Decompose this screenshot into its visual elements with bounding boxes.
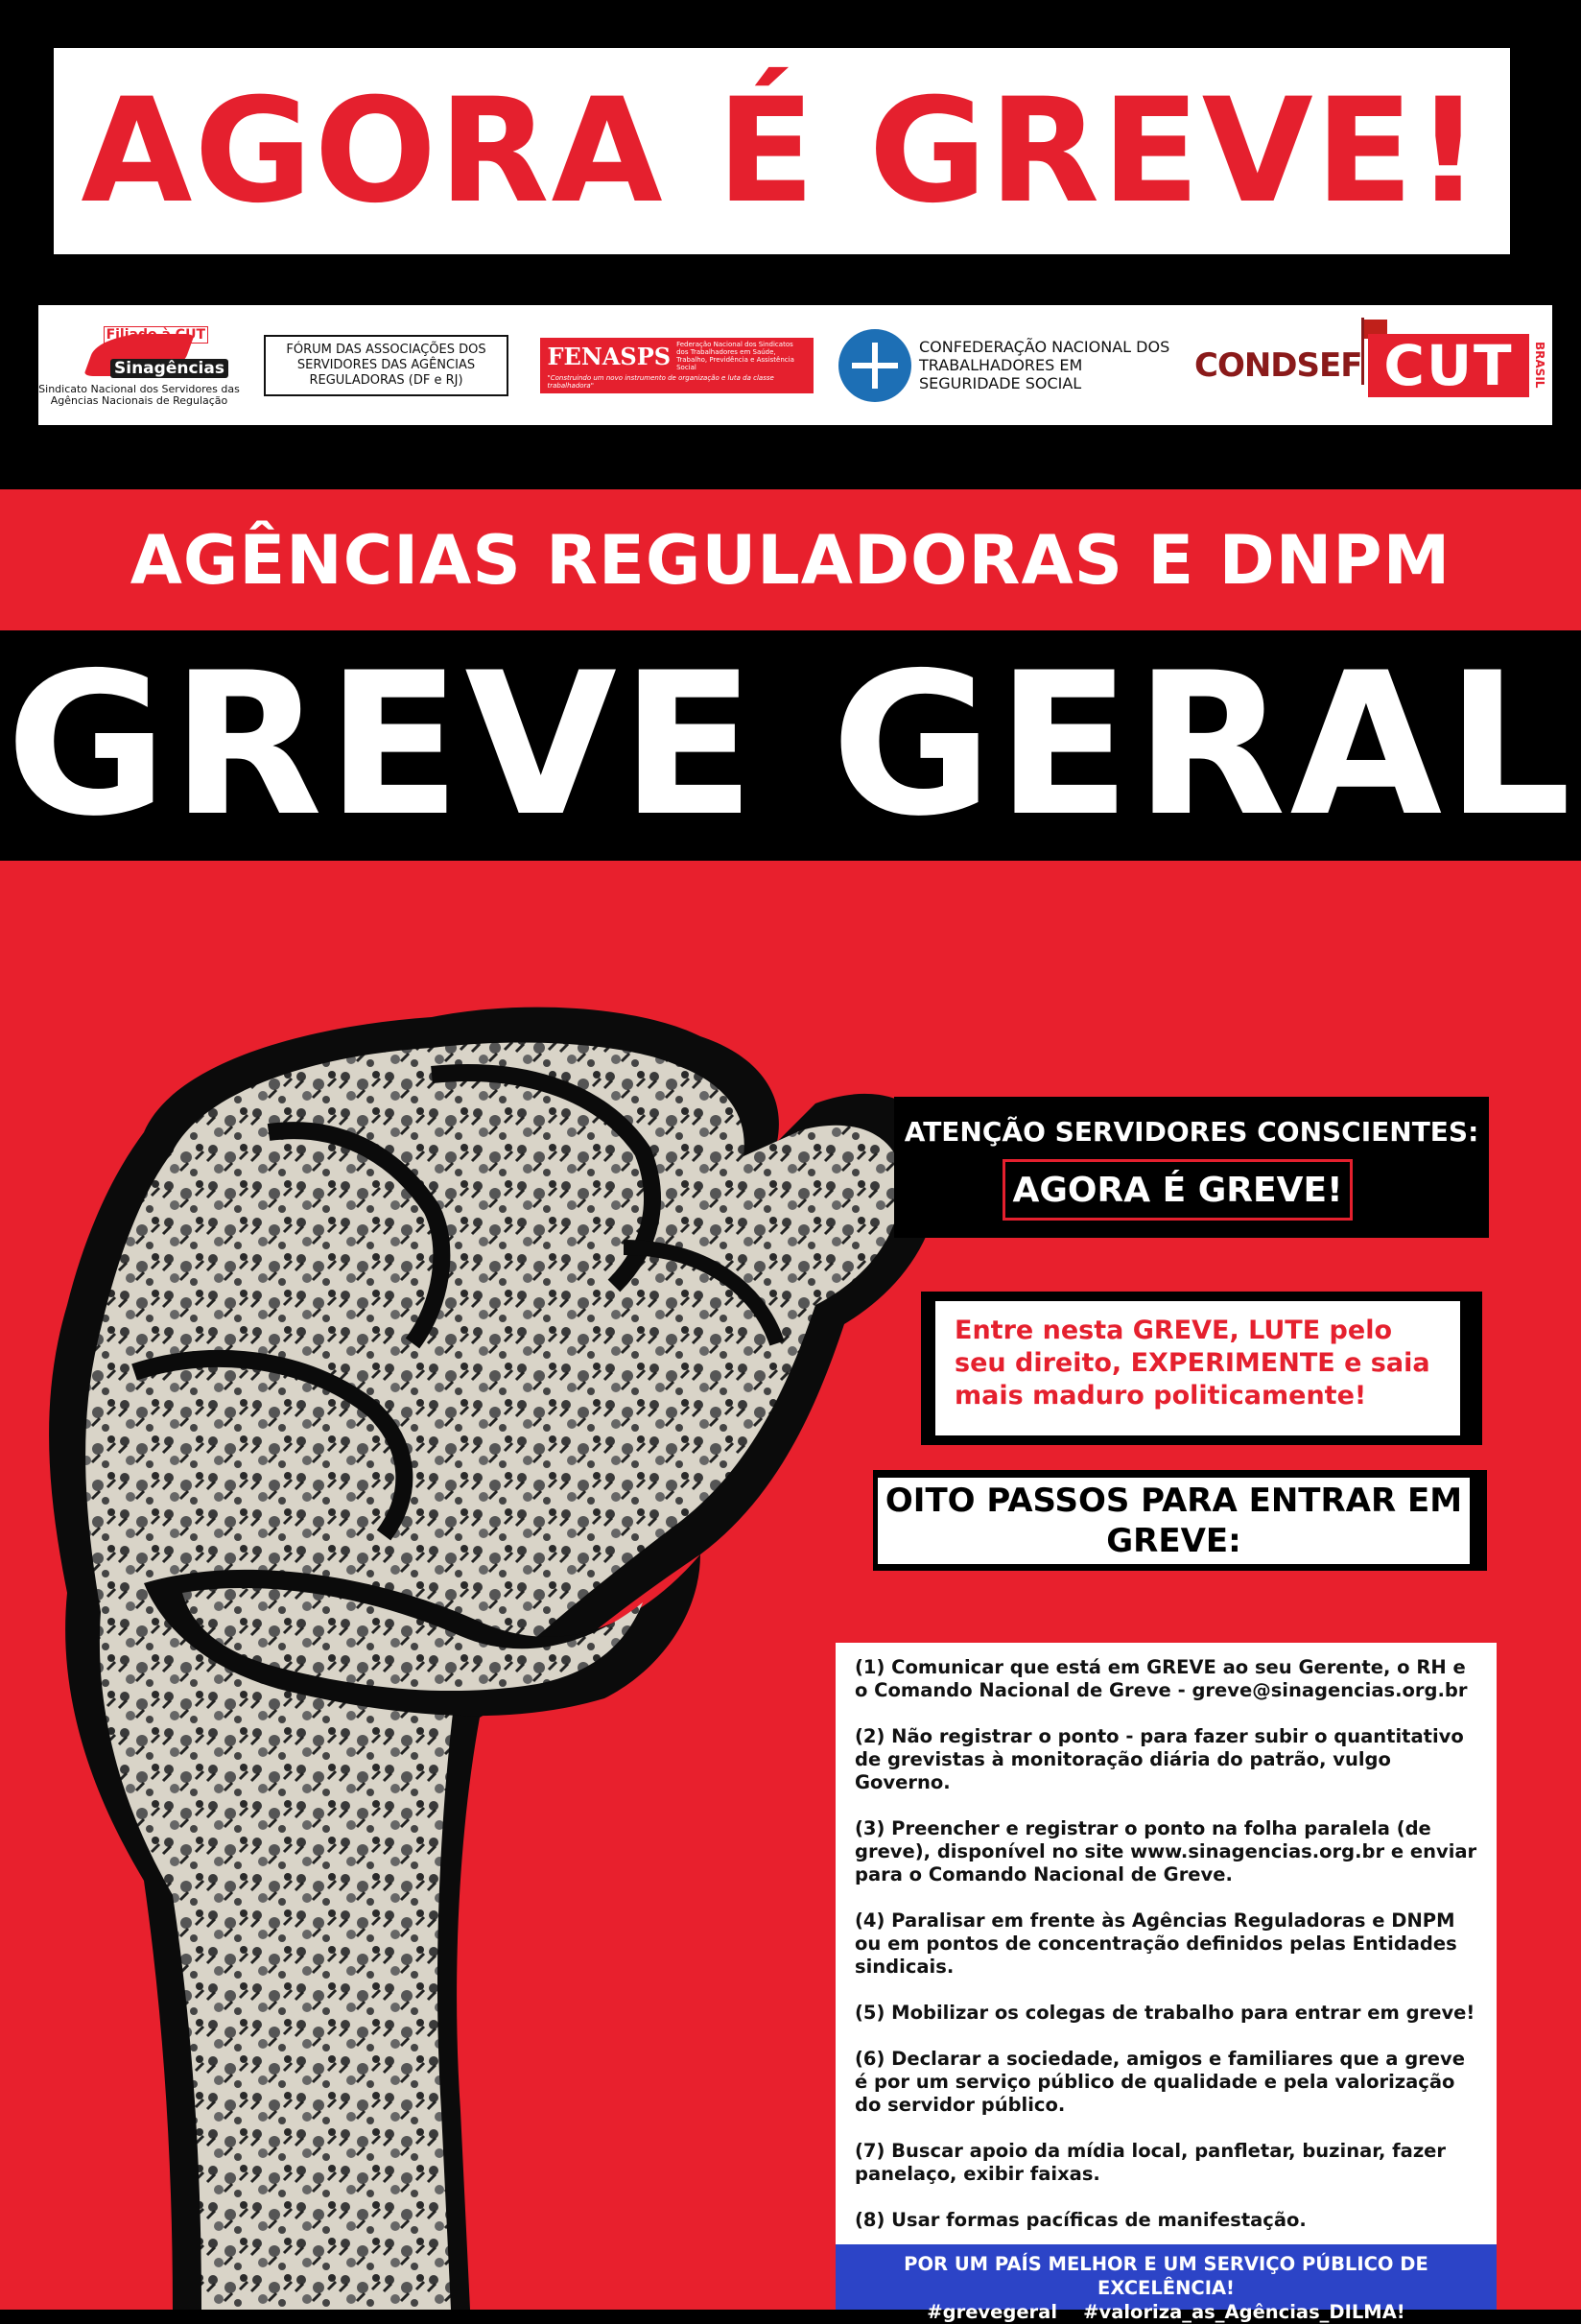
- step-item: (4) Paralisar em frente às Agências Reguladoras e DNPM ou em pontos de concentração definidos pelas Entidades sindicais.: [855, 1909, 1457, 1978]
- sinagencias-logo: [38, 305, 240, 425]
- sinagencias-emblem-icon: [82, 324, 224, 384]
- steps-list: [836, 1643, 1497, 2244]
- fenasps-slogan: "Construindo um novo instrumento de organização e luta da classe trabalhadora": [547, 374, 774, 390]
- cut-name: CUT: [1368, 334, 1529, 397]
- step-item: (1) Comunicar que está em GREVE ao seu Gerente, o RH e o Comando Nacional de Greve - greve@sinagencias.org.br: [855, 1656, 1468, 1701]
- condsef-logo: [1194, 305, 1367, 425]
- cut-country: BRASIL: [1533, 342, 1546, 389]
- footer-line-2: #grevegeral #valoriza_as_Agências_DILMA!: [927, 2301, 1405, 2323]
- forum-logo: [259, 305, 513, 425]
- logo-strip: [38, 305, 1552, 425]
- step-item: (8) Usar formas pacíficas de manifestação.: [855, 2209, 1307, 2231]
- condsef-name: CONDSEF: [1194, 345, 1362, 385]
- footer-banner: [836, 2244, 1497, 2323]
- step-item: (5) Mobilizar os colegas de trabalho para entrar em greve!: [855, 2002, 1475, 2024]
- forum-text: FÓRUM DAS ASSOCIAÇÕES DOS SERVIDORES DAS AGÊNCIAS REGULADORAS (DF e RJ): [264, 335, 508, 396]
- steps-title: OITO PASSOS PARA ENTRAR EM GREVE:: [878, 1478, 1470, 1564]
- attention-label: ATENÇÃO SERVIDORES CONSCIENTES:: [904, 1116, 1479, 1148]
- top-title-banner: [54, 48, 1510, 254]
- sinagencias-affiliation: Filiado à CUT: [104, 326, 208, 344]
- fenasps-logo: [537, 305, 815, 425]
- raised-fist-icon: [29, 960, 969, 2310]
- step-item: (2) Não registrar o ponto - para fazer subir o quantitativo de grevistas à monitoração diária do patrão, vulgo Governo.: [855, 1725, 1464, 1793]
- step-item: (3) Preencher e registrar o ponto na folha paralela (de greve), disponível no site www.sinagencias.org.br e enviar para o Comando Nacional de Greve.: [855, 1817, 1477, 1885]
- cnts-logo: [838, 305, 1184, 425]
- headline: GREVE GERAL: [6, 631, 1575, 860]
- sinagencias-name: Sinagências: [110, 359, 228, 378]
- cnts-text: CONFEDERAÇÃO NACIONAL DOS TRABALHADORES EM SEGURIDADE SOCIAL: [919, 338, 1170, 392]
- fenasps-name: FENASPS: [547, 342, 672, 370]
- fenasps-description: Federação Nacional dos Sindicatos dos Trabalhadores em Saúde, Trabalho, Previdência e Assistência Social: [676, 341, 794, 371]
- attention-callout: AGORA É GREVE!: [1003, 1159, 1353, 1221]
- cnts-figure-icon: [838, 329, 911, 402]
- step-item: (7) Buscar apoio da mídia local, panfletar, buzinar, fazer panelaço, exibir faixas.: [855, 2140, 1447, 2185]
- footer-line-1: POR UM PAÍS MELHOR E UM SERVIÇO PÚBLICO DE EXCELÊNCIA!: [904, 2253, 1428, 2299]
- sinagencias-caption: Sindicato Nacional dos Servidores das Agências Nacionais de Regulação: [38, 382, 240, 407]
- cut-logo: [1362, 305, 1552, 425]
- step-item: (6) Declarar a sociedade, amigos e familiares que a greve é por um serviço público de qualidade e pela valorização do servidor público.: [855, 2048, 1465, 2116]
- exhortation-text: Entre nesta GREVE, LUTE pelo seu direito, EXPERIMENTE e saia mais maduro politicamente!: [935, 1301, 1460, 1435]
- subtitle: AGÊNCIAS REGULADORAS E DNPM: [130, 520, 1451, 600]
- top-title: AGORA É GREVE!: [81, 67, 1483, 235]
